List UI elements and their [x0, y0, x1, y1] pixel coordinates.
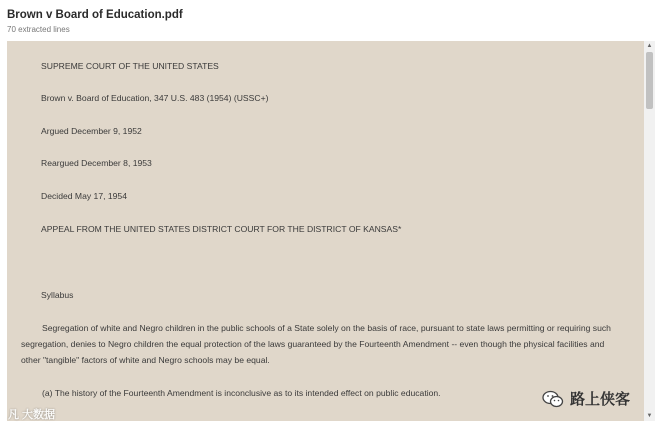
watermark-right — [542, 388, 630, 409]
reargued-date-line: Reargued December 8, 1953 — [41, 158, 152, 168]
argued-date-line: Argued December 9, 1952 — [41, 126, 142, 136]
document-header — [7, 8, 647, 35]
case-citation-line: Brown v. Board of Education, 347 U.S. 483 (1954) (USSC+) — [41, 93, 269, 103]
appeal-line: APPEAL FROM THE UNITED STATES DISTRICT COURT FOR THE DISTRICT OF KANSAS* — [41, 224, 402, 234]
wechat-icon — [542, 390, 564, 408]
syllabus-heading: Syllabus — [41, 290, 74, 300]
scroll-down-arrow-icon[interactable]: ▼ — [646, 413, 653, 419]
scroll-up-arrow-icon[interactable]: ▲ — [646, 43, 653, 49]
history-paragraph: (a) The history of the Fourteenth Amendment is inconclusive as to its intended effect on public education. — [42, 388, 441, 398]
scrollbar-thumb[interactable] — [646, 52, 653, 109]
extracted-lines-count: 70 extracted lines — [7, 25, 70, 34]
vertical-scrollbar[interactable] — [644, 41, 655, 421]
syllabus-paragraph: Segregation of white and Negro children in the public schools of a State solely on the basis of race, pursuant to state laws permitting or requiring such segregation, denies to Negro children the equal protection of the laws guaranteed by the Fourteenth Amendment -- even though the physical facilities and other "tangible" factors of white and Negro schools may be equal. — [21, 323, 611, 365]
watermark-left: 凡 大数据 — [8, 409, 56, 421]
document-title: Brown v Board of Education.pdf — [7, 9, 183, 21]
watermark-right-text: 路上侠客 — [570, 390, 631, 408]
document-viewer[interactable] — [7, 41, 644, 421]
court-name-line: SUPREME COURT OF THE UNITED STATES — [41, 61, 219, 71]
decided-date-line: Decided May 17, 1954 — [41, 191, 127, 201]
